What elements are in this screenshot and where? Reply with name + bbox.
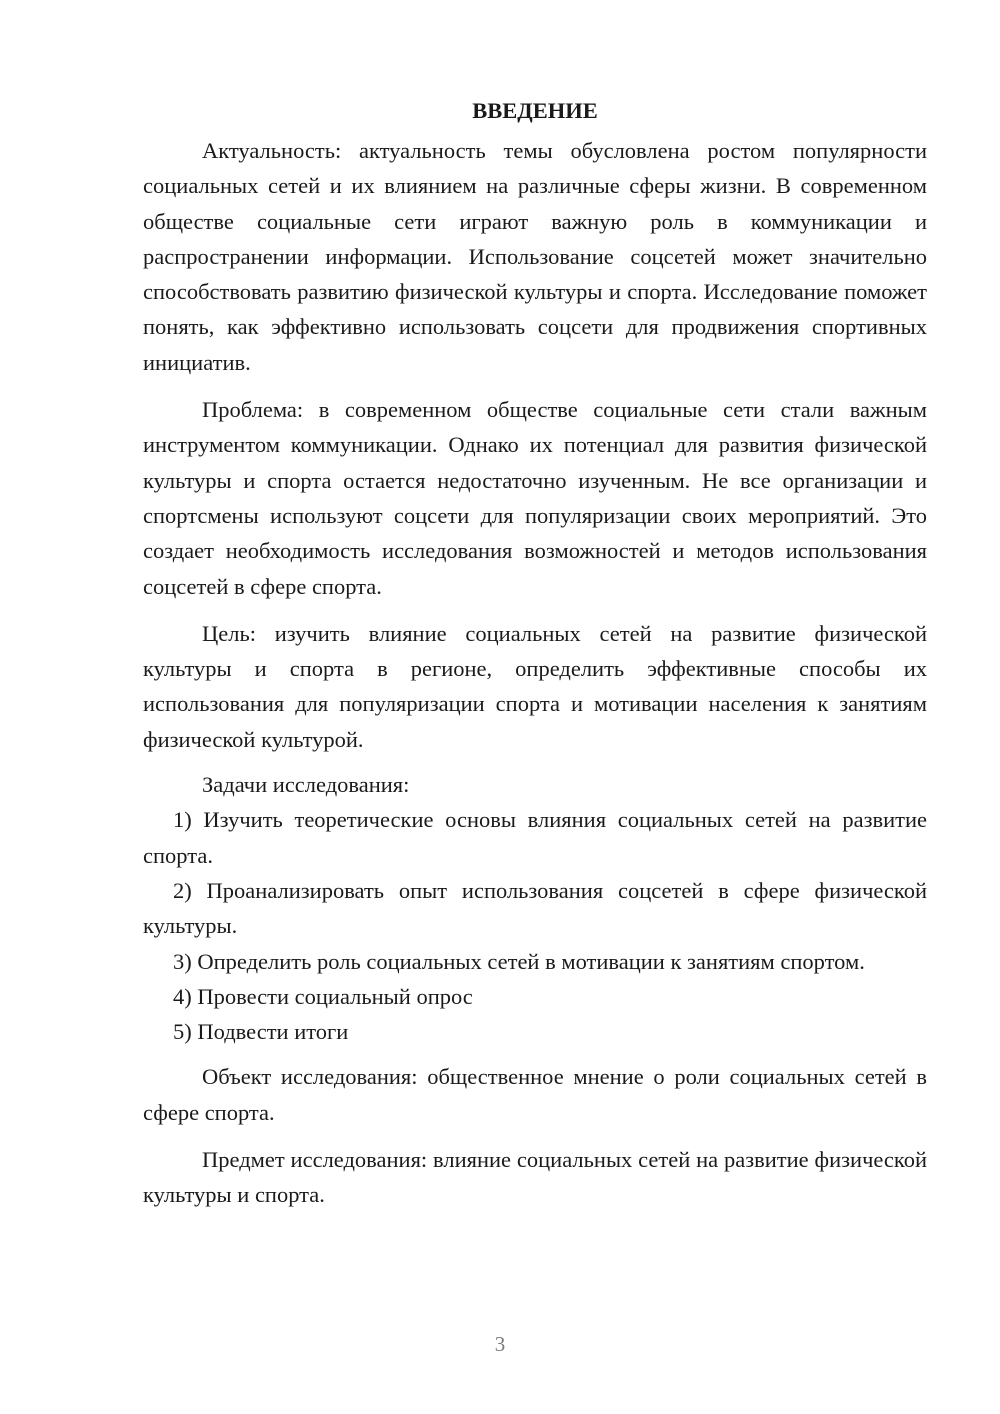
paragraph-goal: Цель: изучить влияние социальных сетей на развитие физической культуры и спорта в регионе, определить эффективные способы их использования для популяризации спорта и мотивации населения к занятиям физической культурой. [143,620,927,752]
list-item-task-4: 4) Провести социальный опрос [173,983,473,1009]
page-title: ВВЕДЕНИЕ [472,98,598,123]
paragraph-subject: Предмет исследования: влияние социальных сетей на развитие физической культуры и спорта. [143,1147,927,1208]
list-item-task-3: 3) Определить роль социальных сетей в мотивации к занятиям спортом. [173,948,865,974]
list-item-task-1: 1) Изучить теоретические основы влияния социальных сетей на развитие спорта. [143,807,927,868]
page-number: 3 [494,1332,506,1356]
paragraph-object: Объект исследования: общественное мнение о роли социальных сетей в сфере спорта. [143,1064,927,1125]
list-item-task-5: 5) Подвести итоги [173,1019,349,1045]
tasks-heading: Задачи исследования: [202,772,410,798]
paragraph-relevance: Актуальность: актуальность темы обусловлена ростом популярности социальных сетей и их влиянием на различные сферы жизни. В современном обществе социальные сети играют важную роль в коммуникации и распространении информации. Использование соцсетей может значительно способствовать развитию физической культуры и спорта. Исследование поможет понять, как эффективно использовать соцсети для продвижения спортивных инициатив. [143,138,927,375]
tasks-list [143,802,927,1049]
paragraph-problem: Проблема: в современном обществе социальные сети стали важным инструментом коммуникации. Однако их потенциал для развития физической культуры и спорта остается недостаточно изученным. Не все организации и спортсмены используют соцсети для популяризации своих мероприятий. Это создает необходимость исследования возможностей и методов использования соцсетей в сфере спорта. [143,397,927,599]
page-body [143,96,927,1213]
list-item-task-2: 2) Проанализировать опыт использования соцсетей в сфере физической культуры. [143,877,927,939]
